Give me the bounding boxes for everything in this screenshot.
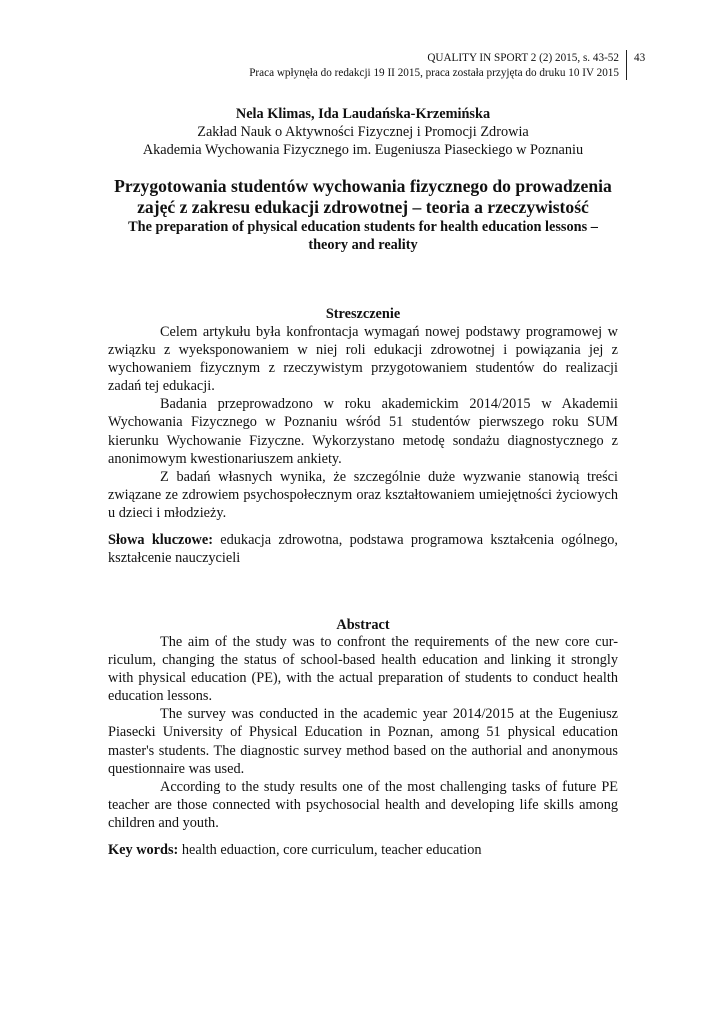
journal-citation: QUALITY IN SPORT 2 (2) 2015, s. 43-52 bbox=[427, 52, 619, 64]
author-institution: Akademia Wychowania Fizycznego im. Eugeniusza Piaseckiego w Poznaniu bbox=[142, 142, 584, 158]
abstract-paragraph: The survey was conducted in the academic year 2014/2015 at the Eugeniusz Piasecki University of Physical Education in Poznan, among 51 physical education master's students. The diagnostic survey method based on the authorial and anonymous questionnaire was used. bbox=[108, 706, 618, 777]
header-divider bbox=[626, 50, 627, 80]
abstract-heading: Abstract bbox=[336, 617, 390, 633]
page-number: 43 bbox=[634, 52, 646, 64]
abstract-paragraph: The aim of the study was to confront the requirements of the new core cur-riculum, changing the status of school-based health education and linking it strongly with physical education (PE), with the actual preparation of students to conduct health education lessons. bbox=[108, 634, 618, 705]
author-names: Nela Klimas, Ida Laudańska-Krzemińska bbox=[235, 106, 491, 122]
received-note: Praca wpłynęła do redakcji 19 II 2015, praca została przyjęta do druku 10 IV 2015 bbox=[249, 67, 619, 79]
running-header bbox=[249, 51, 619, 81]
slowa-kluczowe bbox=[108, 531, 618, 567]
author-block bbox=[108, 105, 618, 159]
streszczenie-heading: Streszczenie bbox=[325, 306, 401, 322]
title-english: The preparation of physical education students for health education lessons – theory and reality bbox=[128, 219, 598, 253]
streszczenie-paragraph: Celem artykułu była konfrontacja wymagań nowej podstawy programowej w związku z wyeksponowaniem w niej roli edukacji zdrowotnej i powiązania jej z wychowaniem fizycznym z rzeczywistym przygotowaniem studentów do realizacji zadań tej edukacji. bbox=[108, 324, 618, 395]
streszczenie-paragraph: Badania przeprowadzono w roku akademickim 2014/2015 w Akademii Wychowania Fizycznego w Poznaniu wśród 51 studentów pierwszego roku SUM kierunku Wychowanie Fizyczne. Wykorzystano metodę sondażu diagnostycznego z anonimowym kwestionariuszem ankiety. bbox=[108, 396, 618, 467]
abstract-body bbox=[108, 633, 618, 832]
author-department: Zakład Nauk o Aktywności Fizycznej i Promocji Zdrowia bbox=[197, 124, 529, 140]
streszczenie-body bbox=[108, 323, 618, 522]
key-words bbox=[108, 841, 618, 859]
slowa-kluczowe-values: edukacja zdrowotna, podstawa programowa kształcenia ogólnego, kształcenie nauczycieli bbox=[108, 532, 618, 567]
key-words-label: Key words: bbox=[108, 842, 179, 858]
abstract-paragraph: According to the study results one of the most challenging tasks of future PE teacher are those connected with psychosocial health and developing life skills among children and youth. bbox=[108, 778, 618, 831]
key-words-values: health eduaction, core curriculum, teacher education bbox=[181, 842, 482, 858]
slowa-kluczowe-label: Słowa kluczowe: bbox=[108, 532, 213, 548]
title-polish: Przygotowania studentów wychowania fizycznego do prowadzenia zajęć z zakresu edukacji zdrowotnej – teoria a rzeczywistość bbox=[114, 176, 612, 217]
streszczenie-paragraph: Z badań własnych wynika, że szczególnie duże wyzwanie stanowią treści związane ze zdrowiem psychospołecznym oraz kształtowaniem umiejętności życiowych u dzieci i młodzieży. bbox=[108, 468, 618, 521]
